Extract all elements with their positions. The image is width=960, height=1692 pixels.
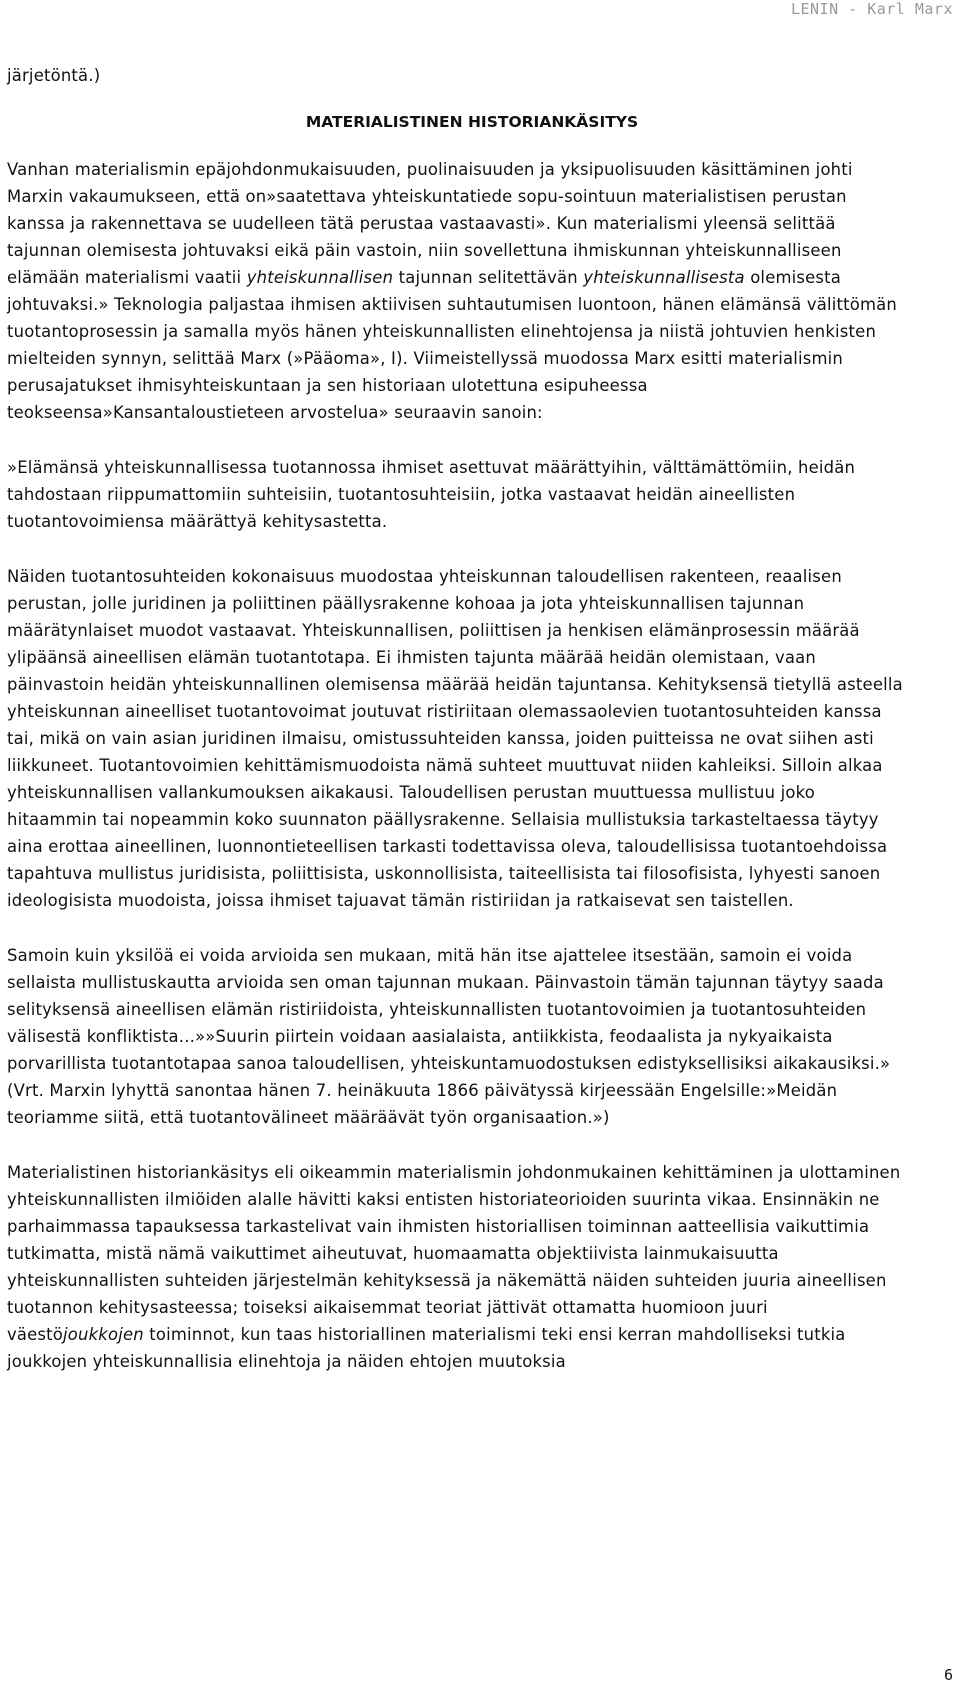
page-number: 6 <box>943 1666 953 1684</box>
paragraph-4: Samoin kuin yksilöä ei voida arvioida sen mukaan, mitä hän itse ajattelee itsestään, samoin ei voida sellaista mullistuskautta arvioida sen oman tajunnan mukaan. Päinvastoin tämän tajunnan täytyy saada selityksensä aineellisen elämän ristiriidoista, yhteiskunnallisten tuotantovoimien ja tuotantosuhteiden välisestä konfliktista...»»Suurin piirtein voidaan aasialaista, antiikkista, feodaalista ja nykyaikaista porvarillista tuotantotapaa sanoa taloudellisen, yhteiskuntamuodostuksen edistyksellisiksi aikakausiksi.» (Vrt. Marxin lyhyttä sanontaa hänen 7. heinäkuuta 1866 päivätyssä kirjeessään Engelsille:»Meidän teoriamme siitä, että tuotantovälineet määräävät työn organisaation.») <box>7 946 891 1127</box>
paragraph-3: Näiden tuotantosuhteiden kokonaisuus muodostaa yhteiskunnan taloudellisen rakenteen, reaalisen perustan, jolle juridinen ja poliittinen päällysrakenne kohoaa ja jota yhteiskunnallisen tajunnan määrätynlaiset muodot vastaavat. Yhteiskunnallisen, poliittisen ja henkisen elämänprosessin määrää ylipäänsä aineellisen elämän tuotantotapa. Ei ihmisten tajunta määrää heidän olemistaan, vaan päinvastoin heidän yhteiskunnallinen olemisensa määrää heidän tajuntansa. Kehityksensä tietyllä asteella yhteiskunnan aineelliset tuotantovoimat joutuvat ristiriitaan olemassaolevien tuotantosuhteiden kanssa tai, mikä on vain asian juridinen ilmaisu, omistussuhteiden kanssa, joiden puitteissa ne ovat siihen asti liikkuneet. Tuotantovoimien kehittämismuodoista nämä suhteet muuttuvat niiden kahleiksi. Silloin alkaa yhteiskunnallisen vallankumouksen aikakausi. Taloudellisen perustan muuttuessa mullistuu joko hitaammin tai nopeammin koko suunnaton päällysrakenne. Sellaisia mullistuksia tarkasteltaessa täytyy aina erottaa aineellinen, luonnontieteellisen tarkasti todettavissa oleva, taloudellisissa tuotantoehdoissa tapahtuva mullistus juridisista, poliittisista, uskonnollisista, taiteellisista tai filosofisista, lyhyesti sanoen ideologisista muodoista, joissa ihmiset tajuavat tämän ristiriidan ja ratkaisevat sen taistellen. <box>7 567 903 910</box>
paragraph-5-emphasis: joukkojen <box>63 1325 144 1344</box>
fragment-text: järjetöntä.) <box>7 66 101 85</box>
paragraph-1-emphasis-a: yhteiskunnallisen <box>246 268 394 287</box>
paragraph-5 <box>7 1159 907 1375</box>
paragraph-5-text-a: Materialistinen historiankäsitys eli oikeammin materialismin johdonmukainen kehittäminen ja ulottaminen yhteiskunnallisten ilmiöiden alalle hävitti kaksi entisten historiateorioiden suurinta vikaa. Ensinnäkin ne parhaimmassa tapauksessa tarkastelivat vain ihmisten historiallisen toiminnan aatteellisia vaikuttimia tutkimatta, mistä nämä vaikuttimet aiheutuvat, huomaamatta objektiivista lainmukaisuutta yhteiskunnallisten suhteiden järjestelmän kehityksessä ja näkemättä näiden suhteiden juuria aineellisen tuotannon kehitysasteessa; toiseksi aikaisemmat teoriat jättivät ottamatta huomioon juuri väestö <box>7 1163 901 1344</box>
paragraph-1-emphasis-b: yhteiskunnallisesta <box>583 268 745 287</box>
paragraph-1-text-b: tajunnan selitettävän <box>393 268 584 287</box>
paragraph-2: »Elämänsä yhteiskunnallisessa tuotannossa ihmiset asettuvat määrättyihin, välttämättömiin, heidän tahdostaan riippumattomiin suhteisiin, tuotantosuhteisiin, jotka vastaavat heidän aineellisten tuotantovoimiensa määrättyä kehitysastetta. <box>7 458 856 531</box>
section-heading: MATERIALISTINEN HISTORIANKÄSITYS <box>305 113 639 131</box>
running-header: LENIN - Karl Marx <box>790 0 953 18</box>
paragraph-1-text-c: olemisesta johtuvaksi.» Teknologia paljastaa ihmisen aktiivisen suhtautumisen luontoon, hänen elämänsä välittömän tuotantoprosessin ja samalla myös hänen yhteiskunnallisten elinehtojensa ja niistä johtuvien henkisten mielteiden synnyn, selittää Marx (»Pääoma», I). Viimeistellyssä muodossa Marx esitti materialismin perusajatukset ihmisyhteiskuntaan ja sen historiaan ulotettuna esipuheessa teokseensa»Kansantaloustieteen arvostelua» seuraavin sanoin: <box>7 268 897 422</box>
document-body <box>7 62 907 1375</box>
paragraph-1 <box>7 156 907 426</box>
paragraph-5-text-b: toiminnot, kun taas historiallinen materialismi teki ensi kerran mahdolliseksi tutkia joukkojen yhteiskunnallisia elinehtoja ja näiden ehtojen muutoksia <box>7 1325 846 1371</box>
paragraph-1-text-a: Vanhan materialismin epäjohdonmukaisuuden, puolinaisuuden ja yksipuolisuuden käsittäminen johti Marxin vakaumukseen, että on»saatettava yhteiskuntatiede sopu-sointuun materialistisen perustan kanssa ja rakennettava se uudelleen tätä perustaa vastaavasti». Kun materialismi yleensä selittää tajunnan olemisesta johtuvaksi eikä päin vastoin, niin sovellettuna ihmiskunnan yhteiskunnalliseen elämään materialismi vaatii <box>7 160 853 287</box>
